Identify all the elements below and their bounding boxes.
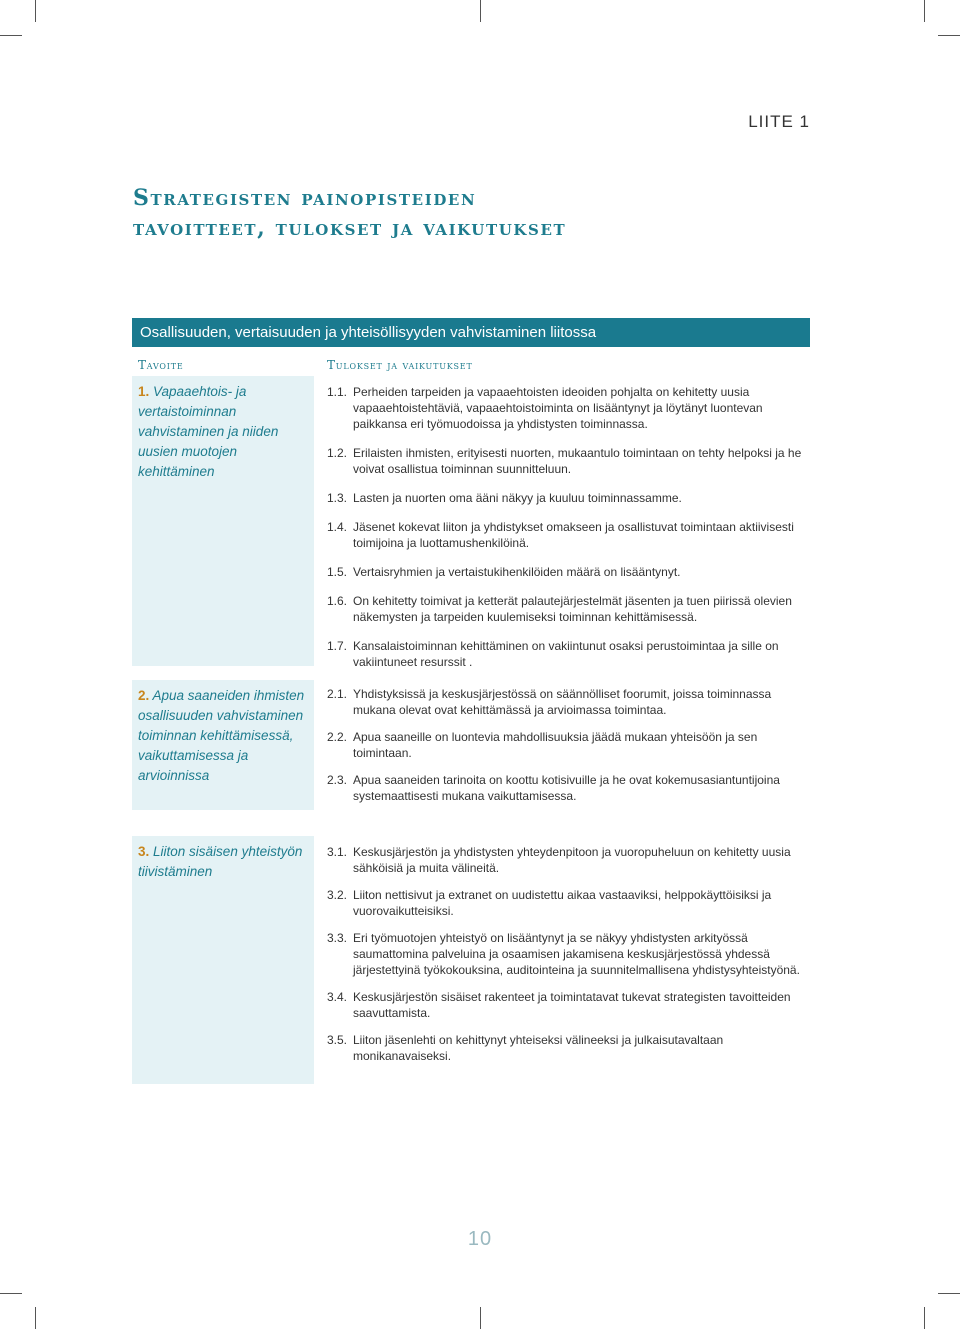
result-item: 3.5. Liiton jäsenlehti on kehittynyt yhteiseksi välineeksi ja julkaisutavaltaan monikanavaiseksi. — [327, 1033, 724, 1063]
crop-mark — [0, 1293, 22, 1294]
appendix-label: LIITE 1 — [748, 112, 810, 131]
crop-mark — [35, 1307, 36, 1329]
result-item: 3.1. Keskusjärjestön ja yhdistysten yhteydenpitoon ja vuoropuheluun on kehitetty uusia sähköisiä ja muita välineitä. — [327, 845, 791, 875]
page-title — [133, 183, 566, 243]
result-item: 1.7. Kansalaistoiminnan kehittäminen on vakiintunut osaksi perustoimintaa ja sille on vakiintuneet resurssit . — [327, 639, 779, 669]
page-number: 10 — [467, 1228, 493, 1250]
section-band: Osallisuuden, vertaisuuden ja yhteisöllisyyden vahvistaminen liitossa — [132, 318, 810, 347]
results-list-2 — [327, 686, 807, 804]
result-item: 1.6. On kehitetty toimivat ja ketterät palautejärjestelmät jäsenten ja tuen piirissä olevien näkemysten ja tarpeiden kuulemiseksi toiminnan kehittämisessä. — [327, 594, 792, 624]
result-item: 1.2. Erilaisten ihmisten, erityisesti nuorten, mukaantulo toimintaan on tehty helpoksi ja he voivat osallistua toiminnan suunnitteluun. — [327, 446, 802, 476]
crop-mark — [924, 0, 925, 22]
column-header-goal: Tavoite — [138, 358, 184, 372]
result-item: 1.3. Lasten ja nuorten oma ääni näkyy ja kuuluu toiminnassamme. — [327, 491, 682, 505]
crop-mark — [938, 35, 960, 36]
result-item: 1.5. Vertaisryhmien ja vertaistukihenkilöiden määrä on lisääntynyt. — [327, 565, 681, 579]
crop-mark — [480, 0, 481, 22]
title-line-1: Strategisten painopisteiden — [133, 185, 477, 211]
goal-text: Apua saaneiden ihmisten osallisuuden vahvistaminen toiminnan kehittämisessä, vaikuttamisessa ja arvioinnissa — [138, 688, 305, 783]
goal-number: 2. — [138, 688, 150, 703]
goal-text: Liiton sisäisen yhteistyön tiivistäminen — [138, 844, 303, 879]
goal-box-1 — [132, 376, 314, 666]
result-item: 3.2. Liiton nettisivut ja extranet on uudistettu aikaa vastaaviksi, helppokäyttöisiksi ja vuorovaikutteisiksi. — [327, 888, 772, 918]
crop-mark — [480, 1307, 481, 1329]
results-list-3 — [327, 844, 807, 1064]
goal-box-3 — [132, 836, 314, 1084]
result-item: 2.3. Apua saaneiden tarinoita on koottu kotisivuille ja he ovat kokemusasiantuntijoina systemaattisesti mukana vaikuttamisessa. — [327, 773, 780, 803]
crop-mark — [924, 1307, 925, 1329]
crop-mark — [938, 1293, 960, 1294]
goal-text: Vapaaehtois- ja vertaistoiminnan vahvistaminen ja niiden uusien muotojen kehittäminen — [138, 384, 279, 479]
title-line-2: tavoitteet, tulokset ja vaikutukset — [133, 215, 567, 241]
result-item: 3.4. Keskusjärjestön sisäiset rakenteet ja toimintatavat tukevat strategisten tavoitteiden saavuttamista. — [327, 990, 791, 1020]
results-list-1 — [327, 384, 807, 670]
result-item: 1.1. Perheiden tarpeiden ja vapaaehtoisten ideoiden pohjalta on kehitetty uusia vapaaehtoistehtäviä, vapaaehtoistoiminta on lisääntynyt ja löytänyt luontevan paikkansa eri työmuodoissa ja yhdistysten toiminnassa. — [327, 385, 763, 431]
result-item: 1.4. Jäsenet kokevat liiton ja yhdistykset omakseen ja osallistuvat toimintaan aktiivisesti toimijoina ja luottamushenkilöinä. — [327, 520, 794, 550]
goal-number: 1. — [138, 384, 150, 399]
goal-box-2 — [132, 680, 314, 810]
result-item: 2.1. Yhdistyksissä ja keskusjärjestössä on säännölliset foorumit, joissa toiminnassa mukana olevat ovat kehittämässä ja arvioimassa toimintaa. — [327, 687, 772, 717]
crop-mark — [0, 35, 22, 36]
result-item: 3.3. Eri työmuotojen yhteistyö on lisääntynyt ja se näkyy yhdistysten arkityössä saumattomina palveluina ja osaamisen jakamisena keskusjärjestössä yhdessä järjestettyinä työkokouksina, auditointeina ja suunnitelmallisena yhdistysyhteistyönä. — [327, 931, 800, 977]
result-item: 2.2. Apua saaneille on luontevia mahdollisuuksia jäädä mukaan yhteisöön ja sen toimintaan. — [327, 730, 758, 760]
goal-number: 3. — [138, 844, 150, 859]
crop-mark — [35, 0, 36, 22]
column-header-results: Tulokset ja vaikutukset — [327, 358, 473, 372]
